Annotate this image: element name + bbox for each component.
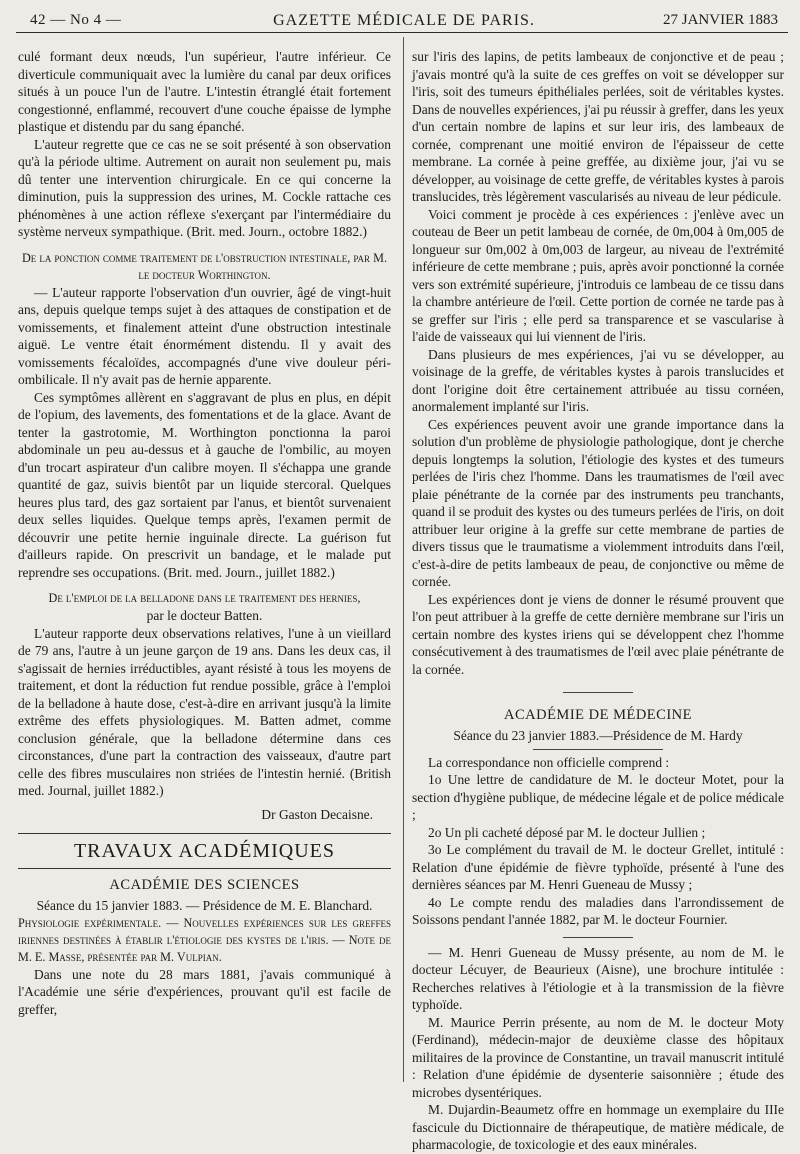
- paragraph: L'auteur rapporte deux observations relatives, l'une à un vieillard de 79 ans, l'autre à un jeune garçon de 19 ans. Dans les deux cas, il s'agissait de hernies irréductibles, ayant résisté à tous les moyens de traitement, et dont la réduction fut rendue possible, grâce à l'emploi de la belladone à haute dose, c'est-à-dire en arrivant jusqu'à la limite extrême des effets physiologiques. M. Batten admet, comme conclusion générale, que la belladone détermine dans ces circonstances, d'une part la contraction des vaisseaux, d'autre part celle des fibres musculaires non striées de l'intestin hernié. (British med. Journal, juillet 1882.): [18, 625, 391, 798]
- paragraph: Les expériences dont je viens de donner le résumé prouvent que l'on peut attribuer à la greffe de cette dernière membrane sur l'iris un certain nombre des kystes iriens qui se développent chez l'homme consécutivement à des traumatismes de l'œil avec plaie pénétrante de la cornée.: [412, 591, 784, 677]
- column-divider: [403, 37, 404, 1082]
- paragraph: M. Dujardin-Beaumetz offre en hommage un exemplaire du IIIe fascicule du Dictionnaire de thérapeutique, de matière médicale, de pharmacologie, de toxicologie et des eaux minérales.: [412, 1102, 784, 1152]
- section-author: par le docteur Batten.: [146, 608, 263, 623]
- separator-rule: [563, 937, 633, 938]
- paragraph: culé formant deux nœuds, l'un supérieur, l'autre inférieur. Ce diverticule communiquait avec la lumière du canal par deux orifices situés à un pouce l'un de l'autre. L'intestin étranglé était fortement congestionné, enflammé, recouvert d'une couche épaisse de lymphe plastique et distendu par du sang épanché.: [18, 49, 391, 134]
- academy-heading: ACADÉMIE DES SCIENCES: [109, 877, 300, 893]
- paragraph: M. Maurice Perrin présente, au nom de M. le docteur Moty (Ferdinand), médecin-major de deuxième classe des hôpitaux militaires de la province de Constantine, un travail manuscrit intitulé : Relation d'une épidémie de dysenterie saisonnière ; étude des microbes dysentériques.: [412, 1014, 784, 1100]
- section-heading: De l'emploi de la belladone dans le traitement des hernies,: [48, 591, 361, 605]
- session-line: Séance du 23 janvier 1883.—Présidence de M. Hardy: [453, 728, 743, 743]
- note-title: Physiologie expérimentale. — Nouvelles expériences sur les greffes iriennes destinées à établir l'étiologie des kystes de l'iris. — Note de M. E. Masse, présentée par M. Vulpian.: [18, 915, 391, 964]
- list-item: 4o Le compte rendu des maladies dans l'arrondissement de Soissons pendant l'année 1882, par M. le docteur Fournier.: [412, 894, 784, 927]
- paragraph: La correspondance non officielle comprend :: [428, 754, 670, 770]
- paragraph: Ces symptômes allèrent en s'aggravant de plus en plus, en dépit de l'opium, des lavements, des fomentations et de la glace. Avant de tenter la gastrotomie, M. Worthington ponctionna la paroi abdominale un peu au-dessus et à gauche de l'ombilic, au moyen d'un trocart aspirateur d'un calibre moyen. Il s'échappa une grande quantité de gaz, suivis bientôt par un liquide stercoral. Quelques heures plus tard, des gaz sortaient par l'anus, et bientôt survenaient deux selles liquides. Quelque temps après, l'examen permit de découvrir une petite hernie inguinale directe. La guérison fut d'ailleurs rapide. On prescrivit un bandage, et le malade put reprendre ses occupations. (Brit. med. Journ., juillet 1882.): [18, 389, 391, 580]
- list-item: 2o Un pli cacheté déposé par M. le docteur Jullien ;: [428, 824, 706, 840]
- section-heading: De la ponction comme traitement de l'obstruction intestinale, par M. le docteur Worthington.: [21, 250, 387, 282]
- right-column: [412, 48, 784, 1152]
- paragraph: Ces expériences peuvent avoir une grande importance dans la solution d'un problème de physiologie pathologique, dont je cherche depuis longtemps la solution, l'étiologie des kystes et des tumeurs perlées de l'iris chez l'homme. Dans les traumatismes de l'œil avec plaie pénétrante de la cornée par des instruments peu tranchants, quand il se produit des kystes ou des tumeurs perlées de l'iris, on doit attribuer leur origine à la greffe sur cette membrane de parties de divers tissus que le traumatisme a violemment introduits dans l'œil, c'est-à-dire de petits lambeaux de peau, de conjonctive ou même de cornée.: [412, 416, 784, 589]
- paragraph: Voici comment je procède à ces expériences : j'enlève avec un couteau de Beer un petit lambeau de cornée, de 0m,004 à 0m,005 de longueur sur 0m,002 à 0m,003 de largeur, au niveau de l'extrémité inférieure de cette membrane ; puis, après avoir ponctionné la cornée vers son extrémité supérieure, j'introduis ce lambeau de ce tissu dans la chambre antérieure de l'œil. Cette portion de cornée ne tarde pas à se greffer sur l'iris ; elle perd sa transparence et se vascularise à l'aide de vaisseaux qui lui viennent de l'iris.: [412, 206, 784, 344]
- paragraph: Dans une note du 28 mars 1881, j'avais communiqué à l'Académie une série d'expériences, prouvant qu'il est facile de greffer,: [18, 966, 391, 1017]
- journal-title: GAZETTE MÉDICALE DE PARIS.: [273, 12, 535, 29]
- paragraph: L'auteur regrette que ce cas ne se soit présenté à son observation qu'à la période ultime. Autrement on aurait non seulement pu, mais dû tenter une intervention chirurgicale. En ce qui concerne la diminution, puis la suppression des urines, M. Cockle rattache ces phénomènes à une action réflexe s'exerçant par l'intermédiaire du système nerveux sympathique. (Brit. med. Journ., octobre 1882.): [18, 136, 391, 239]
- list-item: 3o Le complément du travail de M. le docteur Grellet, intitulé : Relation d'une épidémie de fièvre typhoïde, présenté à l'une des dernières séances par M. Henri Gueneau de Mussy ;: [412, 842, 784, 892]
- academy-heading: ACADÉMIE DE MÉDECINE: [503, 707, 692, 723]
- paragraph: Dans plusieurs de mes expériences, j'ai vu se développer, au voisinage de la greffe, de véritables kystes à parois translucides et dont l'origine doit être certainement attribuée au tissu cornéen, anormalement implanté sur l'iris.: [412, 346, 784, 414]
- paragraph: — L'auteur rapporte l'observation d'un ouvrier, âgé de vingt-huit ans, depuis quelque temps sujet à des attaques de constipation et de vomissements, et finalement atteint d'une obstruction intestinale aiguë. Le ventre était énormément distendu. Il y avait des vomissements fécaloïdes, accompagnés d'une vive douleur péri-ombilicale. Il n'y avait pas de hernie apparente.: [18, 284, 391, 387]
- separator-rule: [563, 692, 633, 693]
- header-rule: [16, 32, 788, 33]
- section-title-banner: TRAVAUX ACADÉMIQUES: [18, 833, 391, 869]
- running-header: [30, 8, 778, 34]
- separator-rule: [533, 749, 663, 750]
- paragraph: — M. Henri Gueneau de Mussy présente, au nom de M. le docteur Lécuyer, de Beaurieux (Aisne), une brochure intitulée : Recherches relatives à l'étiologie et à la transmission de la fièvre typhoïde.: [412, 944, 784, 1012]
- signature: Dr Gaston Decaisne.: [261, 806, 373, 822]
- session-line: Séance du 15 janvier 1883. — Présidence de M. E. Blanchard.: [36, 898, 373, 913]
- page-number: 42 — No 4 —: [30, 12, 122, 28]
- left-column: [18, 48, 391, 1082]
- paragraph: sur l'iris des lapins, de petits lambeaux de conjonctive et de peau ; j'avais montré qu'à la suite de ces greffes on voit se développer sur l'iris, soit des tumeurs épithéliales perlées, soit de véritables kystes. Dans de nouvelles expériences, j'ai pu réussir à greffer, dans les yeux d'un certain nombre de lapins et sur leur iris, des lambeaux de cornée, comprenant une moitié environ de l'épaisseur de cette membrane. La cornée à peine greffée, au dixième jour, j'ai vu se développer, au voisinage de cette greffe, de véritables kystes à parois translucides, très légèrement vascularisés au niveau de leur pédicule.: [412, 49, 784, 204]
- issue-date: 27 JANVIER 1883: [663, 12, 778, 28]
- list-item: 1o Une lettre de candidature de M. le docteur Motet, pour la section d'hygiène publique, de médecine légale et de police médicale ;: [412, 772, 784, 822]
